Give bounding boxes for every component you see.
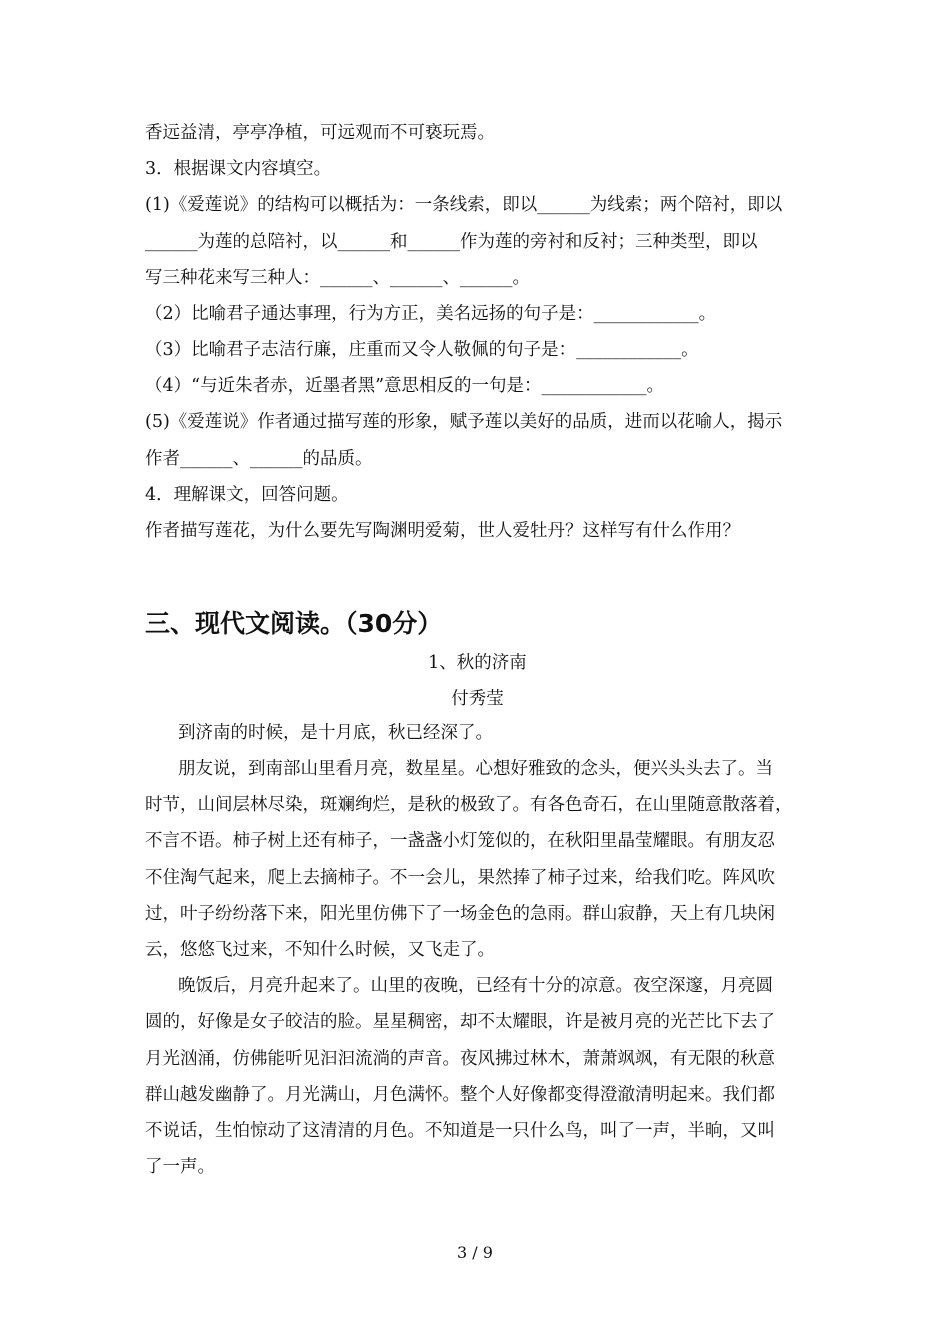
question-3-1-line-1: (1)《爱莲说》的结构可以概括为：一条线索，即以______为线索；两个陪衬，即以	[145, 195, 783, 215]
paragraph-3-line: 晚饭后，月亮升起来了。山里的夜晚，已经有十分的凉意。夜空深邃，月亮圆	[178, 976, 773, 996]
paragraph-3-line: 不说话，生怕惊动了这清清的月色。不知道是一只什么鸟，叫了一声，半晌，又叫	[145, 1121, 775, 1141]
question-4-text: 作者描写莲花，为什么要先写陶渊明爱菊，世人爱牡丹？这样写有什么作用？	[145, 521, 740, 541]
question-4-heading: 4．理解课文，回答问题。	[145, 485, 349, 505]
section-heading: 三、现代文阅读。（30分）	[145, 609, 443, 638]
paragraph-2-line: 云，悠悠飞过来，不知什么时候，又飞走了。	[145, 940, 495, 960]
paragraph-3-line: 月光汹涌，仿佛能听见汩汩流淌的声音。夜风拂过林木，萧萧飒飒，有无限的秋意	[145, 1049, 775, 1069]
question-3-3: （3）比喻君子志洁行廉，庄重而又令人敬佩的句子是：____________。	[145, 340, 699, 360]
question-3-1-line-2: ______为莲的总陪衬，以______和______作为莲的旁衬和反衬；三种类型，即以	[145, 232, 758, 252]
paragraph-2-line: 过，叶子纷纷落下来，阳光里仿佛下了一场金色的急雨。群山寂静，天上有几块闲	[145, 904, 775, 924]
question-3-5-line-2: 作者______、______的品质。	[145, 449, 373, 469]
paragraph-3-line: 群山越发幽静了。月光满山，月色满怀。整个人好像都变得澄澈清明起来。我们都	[145, 1085, 775, 1105]
paragraph-2-line: 不住淘气起来，爬上去摘柿子。不一会儿，果然捧了柿子过来，给我们吃。阵风吹	[145, 868, 775, 888]
paragraph-2-line: 朋友说，到南部山里看月亮，数星星。心想好雅致的念头，便兴头头去了。当	[178, 759, 773, 779]
question-3-heading: 3．根据课文内容填空。	[145, 159, 332, 179]
question-3-1-line-3: 写三种花来写三种人：______、______、______。	[145, 268, 530, 288]
article-title: 1、秋的济南	[428, 653, 527, 673]
question-3-2: （2）比喻君子通达事理，行为方正，美名远扬的句子是：____________。	[145, 304, 717, 324]
text-line: 香远益清，亭亭净植，可远观而不可亵玩焉。	[145, 123, 495, 143]
paragraph-3-line: 圆的，好像是女子皎洁的脸。星星稠密，却不太耀眼，许是被月亮的光芒比下去了	[145, 1012, 775, 1032]
paragraph-2-line: 不言不语。柿子树上还有柿子，一盏盏小灯笼似的，在秋阳里晶莹耀眼。有朋友忍	[145, 831, 775, 851]
paragraph-2-line: 时节，山间层林尽染，斑斓绚烂，是秋的极致了。有各色奇石，在山里随意散落着，	[145, 795, 793, 815]
article-author: 付秀莹	[451, 689, 504, 709]
question-3-4: （4）“与近朱者赤，近墨者黑”意思相反的一句是：____________。	[145, 376, 665, 396]
page-number: 3 / 9	[457, 1243, 493, 1262]
paragraph-1-line: 到济南的时候，是十月底，秋已经深了。	[178, 723, 493, 743]
question-3-5-line-1: (5)《爱莲说》作者通过描写莲的形象，赋予莲以美好的品质，进而以花喻人，揭示	[145, 412, 783, 432]
paragraph-3-line: 了一声。	[145, 1157, 215, 1177]
